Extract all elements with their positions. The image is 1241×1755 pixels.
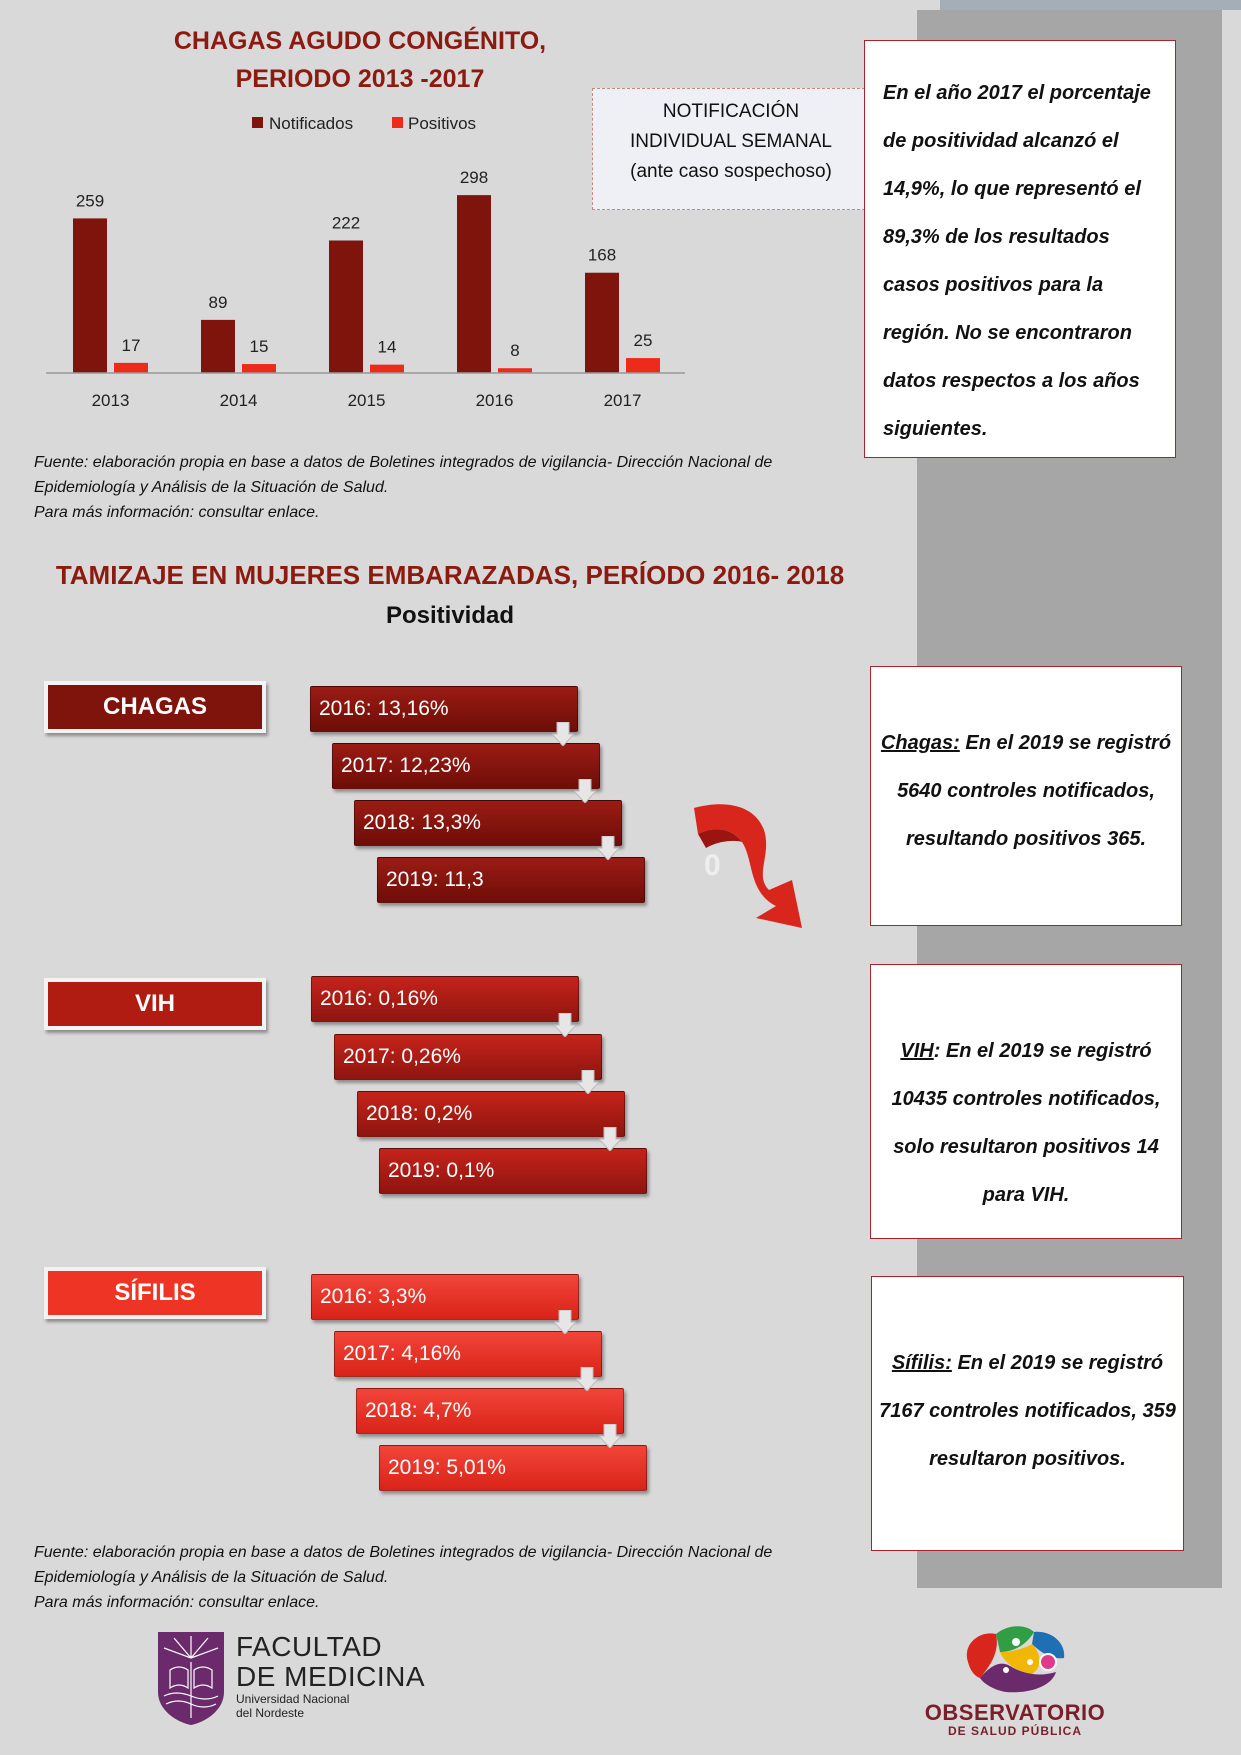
data-label-notificados-2017: 168 bbox=[587, 245, 617, 265]
falling-arrow-graphic bbox=[684, 800, 834, 940]
facultad-shield-logo bbox=[156, 1630, 226, 1726]
source1-line1: Fuente: elaboración propia en base a datos de Boletines integrados de vigilancia- Dirección Nacional de bbox=[34, 454, 773, 471]
sifilis-arrow-3 bbox=[599, 1424, 621, 1448]
sifilis-step-2017: 2017: 4,16% bbox=[334, 1331, 602, 1377]
bar-positivos-2013 bbox=[114, 363, 148, 373]
vih-arrow-2 bbox=[577, 1070, 599, 1094]
data-label-positivos-2014: 15 bbox=[249, 337, 269, 357]
sifilis-arrow-1 bbox=[554, 1310, 576, 1334]
source1-line2: Epidemiología y Análisis de la Situación de Salud. bbox=[34, 479, 389, 496]
vih-step-2019: 2019: 0,1% bbox=[379, 1148, 647, 1194]
chart-title-line2: PERIODO 2013 -2017 bbox=[235, 65, 485, 93]
info-box-vih bbox=[870, 964, 1182, 1239]
legend-label-positivos: Positivos bbox=[408, 114, 477, 133]
tamizaje-title: TAMIZAJE EN MUJERES EMBARAZADAS, PERÍODO 2016- 2018 bbox=[55, 560, 845, 590]
legend-swatch-notificados bbox=[252, 117, 263, 128]
legend-label-notificados: Notificados bbox=[269, 114, 354, 133]
bar-positivos-2017 bbox=[626, 358, 660, 373]
tamizaje-subtitle: Positividad bbox=[385, 602, 515, 629]
data-label-positivos-2015: 14 bbox=[377, 337, 397, 357]
facultad-line2: DE MEDICINA bbox=[236, 1661, 426, 1692]
notification-line1: NOTIFICACIÓN bbox=[662, 101, 800, 122]
observatorio-brain-logo bbox=[960, 1622, 1072, 1698]
data-label-notificados-2016: 298 bbox=[459, 168, 489, 188]
bar-notificados-2013 bbox=[73, 218, 107, 373]
bar-notificados-2015 bbox=[329, 240, 363, 373]
data-label-positivos-2016: 8 bbox=[510, 341, 520, 361]
info-vih-label: VIH bbox=[900, 1040, 934, 1062]
bar-positivos-2015 bbox=[370, 365, 404, 373]
sifilis-step-2019: 2019: 5,01% bbox=[379, 1445, 647, 1491]
sifilis-step-2018: 2018: 4,7% bbox=[356, 1388, 624, 1434]
bar-notificados-2014 bbox=[201, 320, 235, 373]
chagas-arrow-1 bbox=[552, 722, 574, 746]
vih-step-2017: 2017: 0,26% bbox=[334, 1034, 602, 1080]
chagas-arrow-3 bbox=[597, 836, 619, 860]
chart-legend bbox=[252, 114, 476, 133]
vih-arrow-1 bbox=[554, 1013, 576, 1037]
side-stripe-top bbox=[940, 0, 1241, 10]
info-box-chagas bbox=[870, 666, 1182, 926]
chagas-tag: CHAGAS bbox=[44, 681, 266, 733]
x-tick-label-2017: 2017 bbox=[603, 391, 642, 410]
info-sifilis-label: Sífilis: bbox=[891, 1352, 952, 1374]
vih-step-2018: 2018: 0,2% bbox=[357, 1091, 625, 1137]
x-tick-label-2014: 2014 bbox=[219, 391, 258, 410]
info-chagas-label: Chagas: bbox=[880, 732, 960, 754]
source-note-2 bbox=[34, 1540, 854, 1615]
chagas-arrow-2 bbox=[574, 779, 596, 803]
info-box-2017 bbox=[864, 40, 1176, 458]
vih-tag: VIH bbox=[44, 978, 266, 1030]
source2-line2: Epidemiología y Análisis de la Situación de Salud. bbox=[34, 1569, 389, 1586]
bar-notificados-2017 bbox=[585, 273, 619, 373]
vih-step-2016: 2016: 0,16% bbox=[311, 976, 579, 1022]
x-tick-label-2015: 2015 bbox=[347, 391, 386, 410]
bar-notificados-2016 bbox=[457, 195, 491, 373]
sifilis-step-2016: 2016: 3,3% bbox=[311, 1274, 579, 1320]
chart-title bbox=[60, 22, 660, 98]
chagas-step-2019: 2019: 11,3 bbox=[377, 857, 645, 903]
data-label-notificados-2015: 222 bbox=[331, 213, 361, 233]
facultad-sub2: del Nordeste bbox=[236, 1706, 305, 1720]
x-tick-label-2016: 2016 bbox=[475, 391, 514, 410]
source2-line1: Fuente: elaboración propia en base a datos de Boletines integrados de vigilancia- Dirección Nacional de bbox=[34, 1544, 773, 1561]
data-label-notificados-2014: 89 bbox=[208, 292, 228, 312]
notification-line2: INDIVIDUAL SEMANAL bbox=[629, 131, 832, 152]
facultad-line1: FACULTAD bbox=[236, 1631, 383, 1662]
info-chagas-text: En el 2019 se registró 5640 controles notificados, resultando positivos 365. bbox=[897, 732, 1172, 850]
chagas-step-2018: 2018: 13,3% bbox=[354, 800, 622, 846]
observatorio-line1: OBSERVATORIO bbox=[924, 1700, 1106, 1725]
facultad-sub1: Universidad Nacional bbox=[236, 1692, 350, 1706]
source-note-1 bbox=[34, 450, 854, 525]
observatorio-line2: DE SALUD PÚBLICA bbox=[947, 1724, 1082, 1738]
chagas-step-2017: 2017: 12,23% bbox=[332, 743, 600, 789]
info-box-sifilis bbox=[871, 1276, 1184, 1551]
data-label-positivos-2017: 25 bbox=[633, 331, 653, 351]
falling-arrow-mark: 0 bbox=[704, 849, 721, 882]
source1-line3: Para más información: consultar enlace. bbox=[34, 504, 320, 521]
chagas-step-2016: 2016: 13,16% bbox=[310, 686, 578, 732]
bar-positivos-2014 bbox=[242, 364, 276, 373]
notification-box bbox=[592, 88, 870, 210]
notification-line3: (ante caso sospechoso) bbox=[630, 161, 832, 182]
legend-swatch-positivos bbox=[392, 117, 403, 128]
vih-arrow-3 bbox=[599, 1127, 621, 1151]
info-sifilis-text: En el 2019 se registró 7167 controles notificados, 359 resultaron positivos. bbox=[879, 1352, 1176, 1470]
data-label-positivos-2013: 17 bbox=[121, 335, 141, 355]
sifilis-arrow-2 bbox=[576, 1367, 598, 1391]
info-vih-text: : En el 2019 se registró 10435 controles notificados, solo resultaron positivos 14 para VIH. bbox=[891, 1040, 1161, 1206]
x-tick-label-2013: 2013 bbox=[91, 391, 130, 410]
sifilis-tag: SÍFILIS bbox=[44, 1267, 266, 1319]
chart-title-line1: CHAGAS AGUDO CONGÉNITO, bbox=[173, 27, 547, 55]
facultad-text bbox=[236, 1632, 425, 1720]
info-2017-text: En el año 2017 el porcentaje de positividad alcanzó el 14,9%, lo que representó el 89,3% de los resultados casos positivos para la región. No se encontraron datos respectos a los años siguientes. bbox=[883, 82, 1151, 440]
data-label-notificados-2013: 259 bbox=[75, 191, 105, 211]
source2-line3: Para más información: consultar enlace. bbox=[34, 1594, 320, 1611]
